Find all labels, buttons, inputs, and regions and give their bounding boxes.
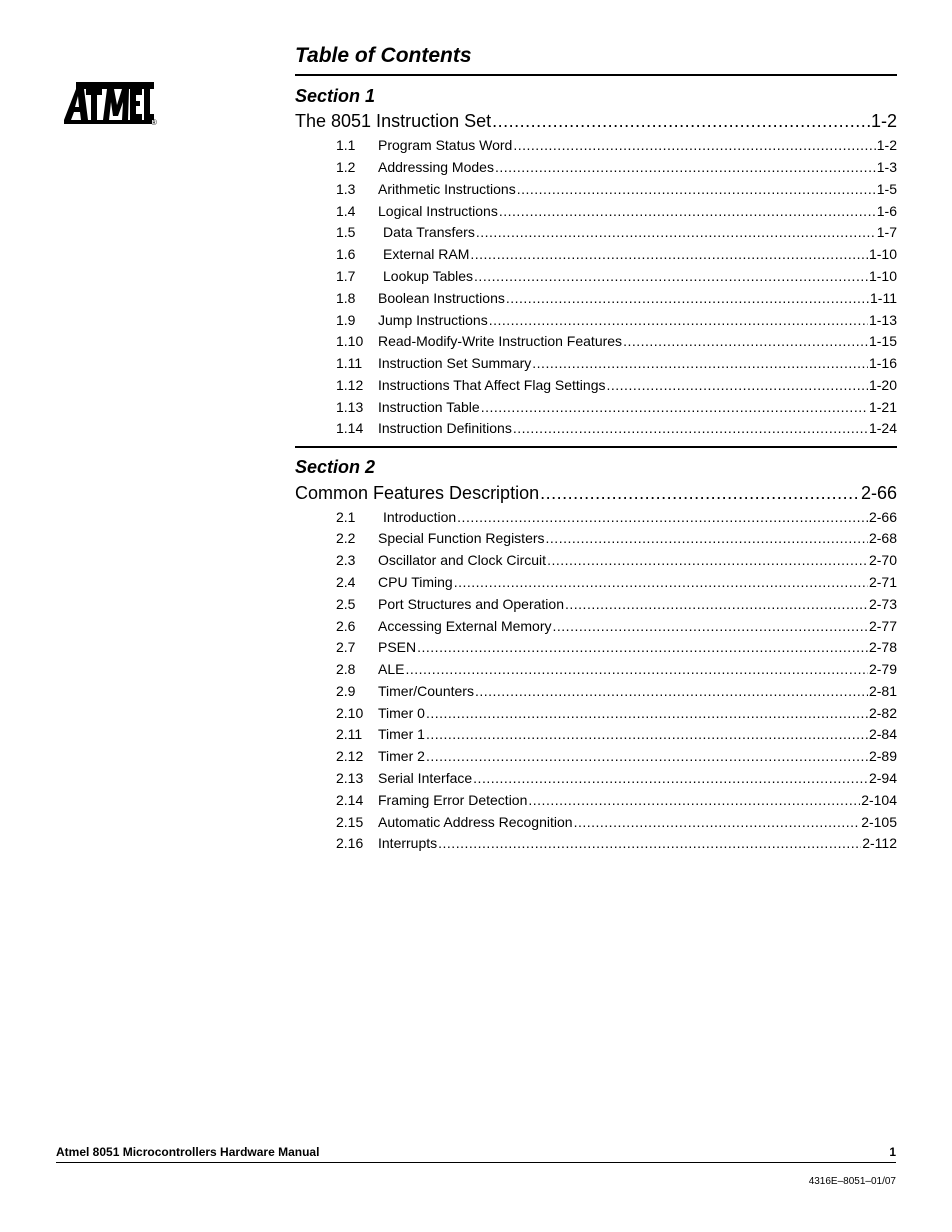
- entry-number: 2.12: [336, 748, 364, 764]
- entry-number: 2.6: [336, 618, 356, 634]
- dot-leader: [532, 355, 868, 371]
- entry-number: 1.12: [336, 377, 364, 393]
- toc-entry[interactable]: [336, 679, 897, 699]
- dot-leader: [454, 574, 868, 590]
- entry-page: 1-11: [870, 290, 897, 306]
- entry-number: 2.4: [336, 574, 356, 590]
- toc-entry[interactable]: [336, 614, 897, 634]
- entry-title: Interrupts: [378, 835, 438, 851]
- entry-page: 1-7: [876, 224, 897, 240]
- document-code: 4316E–8051–01/07: [808, 1176, 896, 1187]
- entry-number: 1.1: [336, 137, 356, 153]
- entry-number: 2.16: [336, 835, 364, 851]
- entry-title: Timer 1: [378, 726, 425, 742]
- dot-leader: [475, 683, 868, 699]
- section-1-heading: Section 1: [295, 86, 376, 106]
- dot-leader: [513, 420, 868, 436]
- page-title: Table of Contents: [295, 44, 472, 67]
- entry-page: 1-6: [876, 203, 897, 219]
- entry-title: Boolean Instructions: [378, 290, 505, 306]
- entry-page: 2-78: [868, 639, 897, 655]
- entry-title: External RAM: [383, 246, 470, 262]
- entry-page: 1-10: [868, 246, 897, 262]
- entry-title: Oscillator and Clock Circuit: [378, 552, 547, 568]
- entry-page: 1-16: [868, 355, 897, 371]
- entry-page: 2-89: [868, 748, 897, 764]
- entry-title: Read-Modify-Write Instruction Features: [378, 333, 623, 349]
- dot-leader: [438, 835, 861, 851]
- toc-entry[interactable]: [336, 657, 897, 677]
- dot-leader: [476, 224, 876, 240]
- svg-text:®: ®: [151, 118, 157, 126]
- toc-entry[interactable]: [336, 831, 897, 851]
- toc-entry[interactable]: [336, 701, 897, 721]
- entry-page: 2-81: [868, 683, 897, 699]
- entry-title: Instruction Set Summary: [378, 355, 532, 371]
- entry-number: 1.8: [336, 290, 356, 306]
- entry-title: Addressing Modes: [378, 159, 494, 175]
- footer-manual-title: Atmel 8051 Microcontrollers Hardware Manual: [56, 1145, 320, 1159]
- entry-number: 1.4: [336, 203, 356, 219]
- entry-title: Timer 2: [378, 748, 425, 764]
- entry-number: 1.11: [336, 355, 363, 371]
- entry-number: 1.2: [336, 159, 356, 175]
- dot-leader: [473, 770, 868, 786]
- entry-number: 1.6: [336, 246, 356, 262]
- entry-page: 2-73: [868, 596, 897, 612]
- entry-number: 1.7: [336, 268, 356, 284]
- dot-leader: [426, 726, 868, 742]
- dot-leader: [565, 596, 868, 612]
- dot-leader: [457, 509, 868, 525]
- entry-page: 2-94: [868, 770, 897, 786]
- entry-number: 1.13: [336, 399, 364, 415]
- toc-entry[interactable]: [336, 810, 897, 830]
- entry-title: Common Features Description: [295, 483, 540, 503]
- entry-title: Jump Instructions: [378, 312, 488, 328]
- dot-leader: [481, 399, 868, 415]
- entry-number: 2.15: [336, 814, 364, 830]
- toc-entry[interactable]: [336, 766, 897, 786]
- entry-title: ALE: [378, 661, 405, 677]
- dot-leader: [474, 268, 868, 284]
- toc-entry[interactable]: [336, 592, 897, 612]
- entry-page: 1-20: [868, 377, 897, 393]
- entry-number: 1.14: [336, 420, 364, 436]
- entry-title: Arithmetic Instructions: [378, 181, 516, 197]
- entry-number: 2.2: [336, 530, 356, 546]
- entry-page: 2-112: [862, 835, 897, 851]
- entry-page: 1-13: [868, 312, 897, 328]
- toc-entry[interactable]: [336, 133, 897, 153]
- dot-leader: [492, 111, 870, 132]
- toc-entry[interactable]: [336, 373, 897, 393]
- toc-entry[interactable]: [336, 635, 897, 655]
- entry-number: 2.11: [336, 726, 363, 742]
- dot-leader: [553, 618, 868, 634]
- dot-leader: [546, 530, 868, 546]
- toc-entry[interactable]: [336, 177, 897, 197]
- entry-title: CPU Timing: [378, 574, 453, 590]
- entry-number: 1.10: [336, 333, 364, 349]
- dot-leader: [426, 748, 868, 764]
- entry-title: Timer/Counters: [378, 683, 474, 699]
- toc-entry[interactable]: [336, 744, 897, 764]
- entry-page: 2-77: [868, 618, 897, 634]
- footer-rule: [56, 1162, 896, 1163]
- entry-title: Timer 0: [378, 705, 425, 721]
- entry-number: 2.7: [336, 639, 356, 655]
- entry-title: Instructions That Affect Flag Settings: [378, 377, 606, 393]
- dot-leader: [506, 290, 869, 306]
- dot-leader: [607, 377, 868, 393]
- entry-page: 2-105: [861, 814, 897, 830]
- entry-page: 2-71: [868, 574, 897, 590]
- footer-page-number: 1: [889, 1145, 896, 1159]
- toc-entry[interactable]: [336, 548, 897, 568]
- toc-entry[interactable]: [336, 526, 897, 546]
- entry-page: 1-5: [876, 181, 897, 197]
- entry-page: 1-21: [868, 399, 897, 415]
- dot-leader: [405, 661, 868, 677]
- entry-page: 1-3: [876, 159, 897, 175]
- entry-page: 1-2: [876, 137, 897, 153]
- entry-page: 2-66: [860, 483, 897, 503]
- toc-entry[interactable]: [336, 395, 897, 415]
- entry-number: 2.9: [336, 683, 356, 699]
- toc-entry[interactable]: [336, 351, 897, 371]
- dot-leader: [470, 246, 868, 262]
- entry-number: 1.9: [336, 312, 356, 328]
- entry-page: 2-66: [868, 509, 897, 525]
- entry-page: 1-10: [868, 268, 897, 284]
- toc-entry[interactable]: [336, 308, 897, 328]
- entry-title: Instruction Table: [378, 399, 480, 415]
- dot-leader: [547, 552, 868, 568]
- entry-number: 1.5: [336, 224, 356, 240]
- toc-entry[interactable]: [336, 155, 897, 175]
- dot-leader: [528, 792, 860, 808]
- section-2-heading: Section 2: [295, 457, 376, 477]
- toc-entry[interactable]: [336, 416, 897, 436]
- toc-entry[interactable]: [336, 788, 897, 808]
- entry-page: 1-2: [870, 111, 897, 131]
- entry-number: 1.3: [336, 181, 356, 197]
- entry-title: Special Function Registers: [378, 530, 545, 546]
- dot-leader: [540, 483, 860, 504]
- toc-entry[interactable]: [336, 505, 897, 525]
- entry-number: 2.10: [336, 705, 364, 721]
- entry-number: 2.5: [336, 596, 356, 612]
- entry-page: 2-84: [868, 726, 897, 742]
- entry-title: Automatic Address Recognition: [378, 814, 573, 830]
- toc-entry[interactable]: [336, 286, 897, 306]
- toc-entry[interactable]: [336, 722, 897, 742]
- entry-title: Framing Error Detection: [378, 792, 528, 808]
- toc-entry[interactable]: [336, 199, 897, 219]
- entry-number: 2.14: [336, 792, 364, 808]
- entry-page: 2-82: [868, 705, 897, 721]
- entry-page: 2-104: [861, 792, 897, 808]
- entry-title: Port Structures and Operation: [378, 596, 564, 612]
- section-2-chapter[interactable]: [295, 480, 897, 504]
- toc-entry[interactable]: [336, 242, 897, 262]
- dot-leader: [517, 181, 876, 197]
- entry-page: 1-15: [868, 333, 897, 349]
- entry-title: Data Transfers: [383, 224, 475, 240]
- title-rule: [295, 74, 897, 76]
- atmel-logo: [62, 80, 160, 126]
- entry-title: Program Status Word: [378, 137, 513, 153]
- entry-number: 2.13: [336, 770, 364, 786]
- entry-number: 2.1: [336, 509, 356, 525]
- entry-page: 2-70: [868, 552, 897, 568]
- entry-page: 2-79: [868, 661, 897, 677]
- toc-entry[interactable]: [336, 329, 897, 349]
- dot-leader: [417, 639, 868, 655]
- dot-leader: [426, 705, 868, 721]
- dot-leader: [499, 203, 876, 219]
- dot-leader: [574, 814, 861, 830]
- dot-leader: [489, 312, 868, 328]
- dot-leader: [623, 333, 868, 349]
- entry-number: 2.3: [336, 552, 356, 568]
- toc-entry[interactable]: [336, 220, 897, 240]
- entry-title: Introduction: [383, 509, 457, 525]
- entry-page: 2-68: [868, 530, 897, 546]
- entry-title: Accessing External Memory: [378, 618, 552, 634]
- entry-title: PSEN: [378, 639, 417, 655]
- entry-number: 2.8: [336, 661, 356, 677]
- toc-entry[interactable]: [336, 264, 897, 284]
- entry-title: Logical Instructions: [378, 203, 498, 219]
- dot-leader: [495, 159, 876, 175]
- dot-leader: [513, 137, 875, 153]
- section-rule: [295, 446, 897, 448]
- entry-title: The 8051 Instruction Set: [295, 111, 492, 131]
- entry-page: 1-24: [868, 420, 897, 436]
- toc-entry[interactable]: [336, 570, 897, 590]
- entry-title: Lookup Tables: [383, 268, 474, 284]
- section-1-chapter[interactable]: [295, 108, 897, 132]
- entry-title: Serial Interface: [378, 770, 473, 786]
- entry-title: Instruction Definitions: [378, 420, 512, 436]
